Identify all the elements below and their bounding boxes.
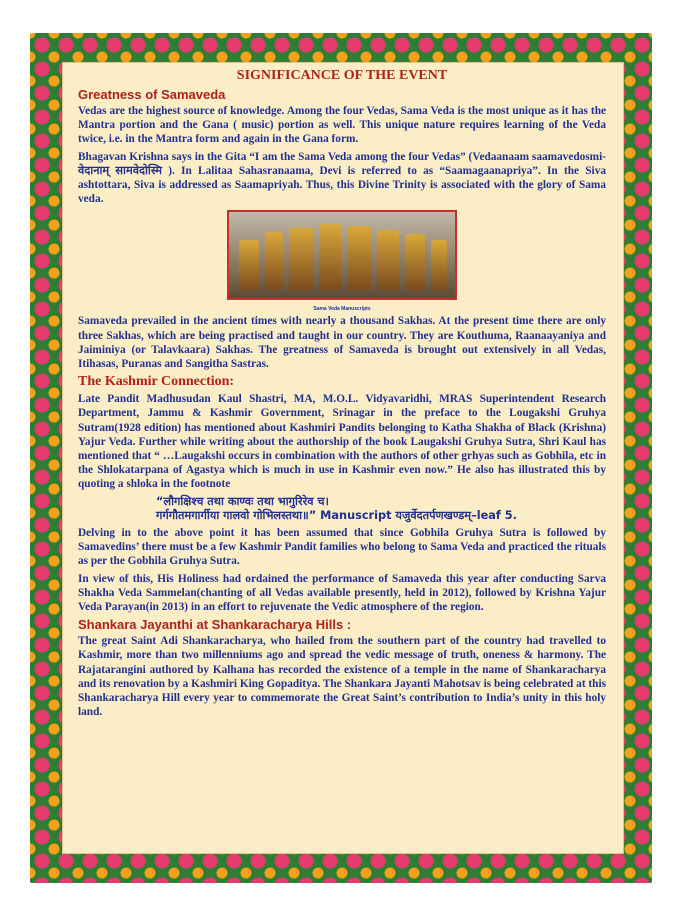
section-heading-shankara: Shankara Jayanthi at Shankaracharya Hills :: [78, 617, 352, 633]
manuscripts-photo: [227, 210, 457, 300]
paragraph-holiness: In view of this, His Holiness had ordained the performance of Samaveda this year after conducting Sarva Shakha Veda Sammelan(chanting of all Vedas available presently, held in 2012), followed by Krishna Yajur Veda Parayan(in 2013) in an effort to rejuvenate the Vedic atmosphere of the region.: [78, 572, 606, 614]
paragraph-sakhas: Samaveda prevailed in the ancient times with nearly a thousand Sakhas. At the present time there are only three Sakhas, which are being practised and taught in our country. They are Kouthuma, Raanaayaniya and Jaiminiya (or Talavkaara) Sakhas. The greatness of Samaveda is brought out extensively in all Vedas, Itihasas, Puranas and Sangitha Sastras.: [78, 315, 606, 371]
paragraph-gobhila: Delving in to the above point it has been assumed that since Gobhila Gruhya Sutra is followed by Samavedins’ there must be a few Kashmir Pandit families who belong to Sama Veda and practiced the rituals as per the Gobhila Gruhya Sutra.: [78, 527, 606, 568]
shloka-quote: [156, 495, 606, 523]
paragraph-vedas: Vedas are the highest source of knowledge. Among the four Vedas, Sama Veda is the most unique as it has the Mantra portion and the Gana ( music) portion as well. This unique nature requires learning of the Veda twice, i.e. in the Mantra form and again in the Gana form.: [78, 105, 606, 146]
shloka-line-2: गर्गगौतमगार्गीया गालवो गोभिलस्तथा॥” Manuscript यजुर्वेदतर्पणखण्डम्–leaf 5.: [156, 508, 517, 522]
photo-caption: Sama Veda Manuscripts: [313, 306, 371, 313]
page-title: SIGNIFICANCE OF THE EVENT: [236, 68, 448, 83]
paragraph-kaul: Late Pandit Madhusudan Kaul Shastri, MA, M.O.L. Vidyavaridhi, MRAS Superintendent Research Department, Jammu & Kashmir Government, Srinagar in the preface to the Lougakshi Gruhya Sutram(1928 edition) has mentioned about Kashmiri Pandits belonging to Katha Shakha of Black (Krishna) Yajur Veda. Further while writing about the authorship of the book Laugakshi Gruhya Sutra, Shri Kaul has mentioned that “ …Laugakshi occurs in combination with the authors of other grhyas such as Gobhila, etc in the Shlokatarpana of Agastya which is much in use in Kashmir even now.” He also has illustrated this by quoting a shloka in the footnote: [78, 393, 606, 491]
paragraph-shankara: The great Saint Adi Shankaracharya, who hailed from the southern part of the country had travelled to Kashmir, more than two millenniums ago and spread the vedic message of truth, oneness & harmony. The Rajatarangini authored by Kalhana has recorded the existence of a temple in the name of Shankaracharya and its renovation by a Kashmiri King Gopaditya. The Shankara Jayanti Mahotsav is being celebrated at this Shankaracharya Hill every year to commemorate the Great Saint’s contribution to India’s unity in this holy land.: [78, 635, 606, 719]
document-content: [78, 68, 606, 723]
manuscript-figure: [78, 210, 606, 312]
section-heading-kashmir: The Kashmir Connection:: [78, 374, 235, 390]
section-heading-samaveda: Greatness of Samaveda: [78, 87, 226, 102]
shloka-line-1: “लौगक्षिश्च तथा काण्वः तथा भागुरिरेव च।: [156, 494, 329, 508]
paragraph-gita: Bhagavan Krishna says in the Gita “I am the Sama Veda among the four Vedas” (Vedaanaam saamavedosmi- वेदानाम् सामवेदोस्मि ). In Lalitaa Sahasranaama, Devi is referred to as “Saamagaanapriya”. In the Siva ashtottara, Siva is addressed as Saamapriyah. Thus, this Divine Trinity is associated with the glory of Sama veda.: [78, 150, 606, 206]
